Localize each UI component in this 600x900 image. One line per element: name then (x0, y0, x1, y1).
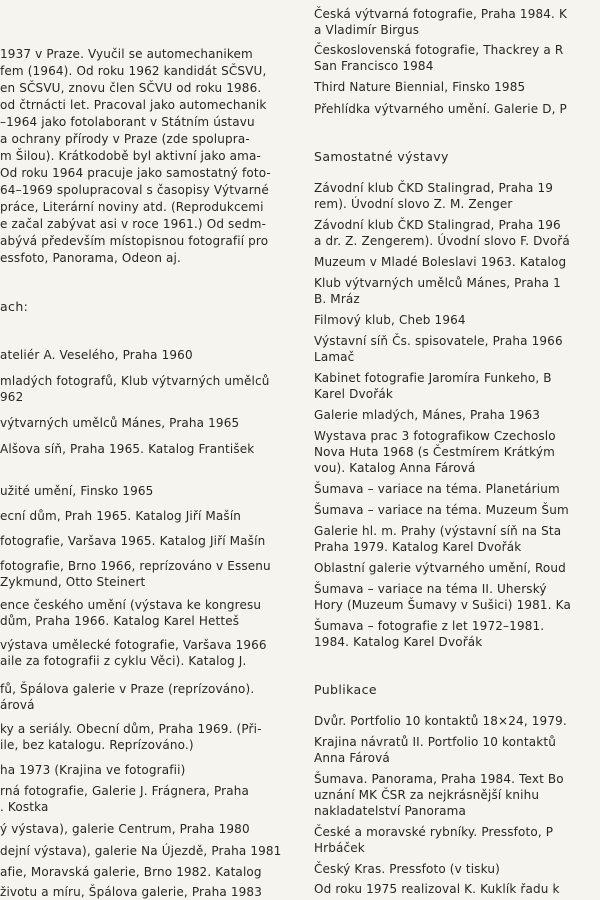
solo-exhibition-entry: Šumava – variace na téma II. Uherský (314, 582, 547, 596)
exhibition-entry: dejní výstava), galerie Na Újezdě, Praha 1981 (0, 844, 282, 858)
exhibition-entry: ateliér A. Veselého, Praha 1960 (0, 348, 193, 362)
solo-exhibitions-heading: Samostatné výstavy (314, 149, 449, 164)
exhibition-entry: rná fotografie, Galerie J. Frágnera, Praha (0, 784, 249, 798)
bio-line: a ochrany přírody v Praze (zde spolupra- (0, 132, 250, 146)
solo-exhibition-entry: Klub výtvarných umělců Mánes, Praha 1 (314, 276, 561, 290)
exhibition-entry: ha 1973 (Krajina ve fotografii) (0, 763, 186, 777)
solo-exhibition-entry: B. Mráz (314, 292, 360, 306)
publications-heading: Publikace (314, 682, 377, 697)
exhibition-entry: ý výstava), galerie Centrum, Praha 1980 (0, 822, 250, 836)
exhibition-entry: 962 (0, 390, 24, 404)
publication-entry: Od roku 1975 realizoval K. Kuklík řadu k (314, 882, 560, 896)
solo-exhibition-entry: Nova Huta 1968 (s Čestmírem Krátkým (314, 445, 555, 459)
bio-line: 1937 v Praze. Vyučil se automechanikem (0, 47, 253, 61)
publication-entry: Šumava. Panorama, Praha 1984. Text Bo (314, 772, 564, 786)
bio-line: od čtrnácti let. Pracoval jako automechanik (0, 98, 267, 112)
solo-exhibition-entry: Lamač (314, 350, 355, 364)
publication-entry: Krajina návratů II. Portfolio 10 kontaktů (314, 735, 556, 749)
publication-entry: České a moravské rybníky. Pressfoto, P (314, 825, 554, 839)
solo-exhibition-entry: Závodní klub ČKD Stalingrad, Praha 19 (314, 181, 554, 195)
group-exhibition-entry: a Vladimír Birgus (314, 23, 420, 37)
bio-line: Od roku 1964 pracuje jako samostatný foto- (0, 166, 271, 180)
solo-exhibition-entry: 1984. Katalog Karel Dvořák (314, 635, 483, 649)
exhibition-entry: ile, bez katalogu. Reprízováno.) (0, 738, 194, 752)
publication-entry: Anna Fárová (314, 751, 390, 765)
section-heading: ach: (0, 299, 29, 314)
exhibition-entry: užité umění, Finsko 1965 (0, 484, 154, 498)
publication-entry: Hrbáček (314, 841, 365, 855)
exhibition-entry: árová (0, 698, 35, 712)
exhibition-entry: mladých fotografů, Klub výtvarných umělců (0, 374, 270, 388)
publication-entry: Dvůr. Portfolio 10 kontaktů 18×24, 1979. (314, 714, 567, 728)
bio-line: 64–1969 spolupracoval s časopisy Výtvarné (0, 183, 269, 197)
exhibition-entry: ky a seriály. Obecní dům, Praha 1969. (Při- (0, 722, 262, 736)
publication-entry: uznání MK ČSR za nejkrásnější knihu (314, 788, 540, 802)
solo-exhibition-entry: a dr. Z. Zengerem). Úvodní slovo F. Dvořá (314, 234, 570, 248)
solo-exhibition-entry: Kabinet fotografie Jaromíra Funkeho, B (314, 371, 552, 385)
exhibition-entry: fotografie, Varšava 1965. Katalog Jiří Mašín (0, 534, 266, 548)
bio-line: abývá především místopisnou fotografií pro (0, 234, 269, 248)
group-exhibition-entry: San Francisco 1984 (314, 59, 434, 73)
exhibition-entry: afie, Moravská galerie, Brno 1982. Katalog (0, 865, 262, 879)
solo-exhibition-entry: Hory (Muzeum Šumavy v Sušici) 1981. Ka (314, 598, 571, 612)
group-exhibition-entry: Přehlídka výtvarného umění. Galerie D, P (314, 102, 567, 116)
exhibition-entry: fotografie, Brno 1966, reprízováno v Essenu (0, 559, 271, 573)
publication-entry: Český Kras. Pressfoto (v tisku) (314, 862, 500, 876)
exhibition-entry: ence českého umění (výstava ke kongresu (0, 598, 262, 612)
solo-exhibition-entry: Šumava – fotografie z let 1972–1981. (314, 619, 545, 633)
solo-exhibition-entry: Oblastní galerie výtvarného umění, Roud (314, 561, 566, 575)
solo-exhibition-entry: Wystava prac 3 fotografikow Czechoslo (314, 429, 556, 443)
exhibition-entry: . Kostka (0, 800, 49, 814)
exhibition-entry: Alšova síň, Praha 1965. Katalog František (0, 442, 255, 456)
solo-exhibition-entry: Galerie hl. m. Prahy (výstavní síň na Sta (314, 524, 562, 538)
bio-line: en SČSVU, znovu člen SČVU od roku 1986. (0, 81, 262, 95)
exhibition-entry: Zykmund, Otto Steinert (0, 575, 146, 589)
bio-line: e začal zabývat asi v roce 1961.) Od sedm- (0, 217, 267, 231)
solo-exhibition-entry: Výstavní síň Čs. spisovatele, Praha 1966 (314, 334, 563, 348)
group-exhibition-entry: Česká výtvarná fotografie, Praha 1984. K (314, 7, 567, 21)
solo-exhibition-entry: rem). Úvodní slovo Z. M. Zenger (314, 197, 513, 211)
bio-line: m Šilou). Krátkodobě byl aktivní jako ama- (0, 149, 262, 163)
bio-line: fem (1964). Od roku 1962 kandidát SČSVU, (0, 64, 267, 78)
solo-exhibition-entry: Praha 1979. Katalog Karel Dvořák (314, 540, 522, 554)
solo-exhibition-entry: Karel Dvořák (314, 387, 393, 401)
group-exhibition-entry: Československá fotografie, Thackrey a R (314, 43, 564, 57)
bio-line: –1964 jako fotolaborant v Státním ústavu (0, 115, 255, 129)
solo-exhibition-entry: Galerie mladých, Mánes, Praha 1963 (314, 408, 541, 422)
solo-exhibition-entry: Filmový klub, Cheb 1964 (314, 313, 466, 327)
solo-exhibition-entry: Závodní klub ČKD Stalingrad, Praha 196 (314, 218, 561, 232)
exhibition-entry: dům, Praha 1966. Katalog Karel Hetteš (0, 614, 240, 628)
solo-exhibition-entry: Šumava – variace na téma. Muzeum Šum (314, 503, 569, 517)
exhibition-entry: aile za fotografii z cyklu Věci). Katalog J. (0, 654, 247, 668)
exhibition-entry: ecní dům, Prah 1965. Katalog Jiří Mašín (0, 509, 242, 523)
solo-exhibition-entry: vou). Katalog Anna Fárová (314, 461, 476, 475)
solo-exhibition-entry: Šumava – variace na téma. Planetárium (314, 482, 560, 496)
exhibition-entry: životu a míru, Špálova galerie, Praha 1983 (0, 885, 262, 899)
exhibition-entry: výtvarných umělců Mánes, Praha 1965 (0, 416, 240, 430)
bio-line: essfoto, Panorama, Odeon aj. (0, 251, 181, 265)
solo-exhibition-entry: Muzeum v Mladé Boleslavi 1963. Katalog (314, 255, 567, 269)
exhibition-entry: fů, Špálova galerie v Praze (reprízováno). (0, 682, 255, 696)
group-exhibition-entry: Third Nature Biennial, Finsko 1985 (314, 80, 526, 94)
bio-line: práce, Literární noviny atd. (Reprodukcemi (0, 200, 264, 214)
exhibition-entry: výstava umělecké fotografie, Varšava 1966 (0, 638, 267, 652)
publication-entry: nakladatelství Panorama (314, 804, 466, 818)
